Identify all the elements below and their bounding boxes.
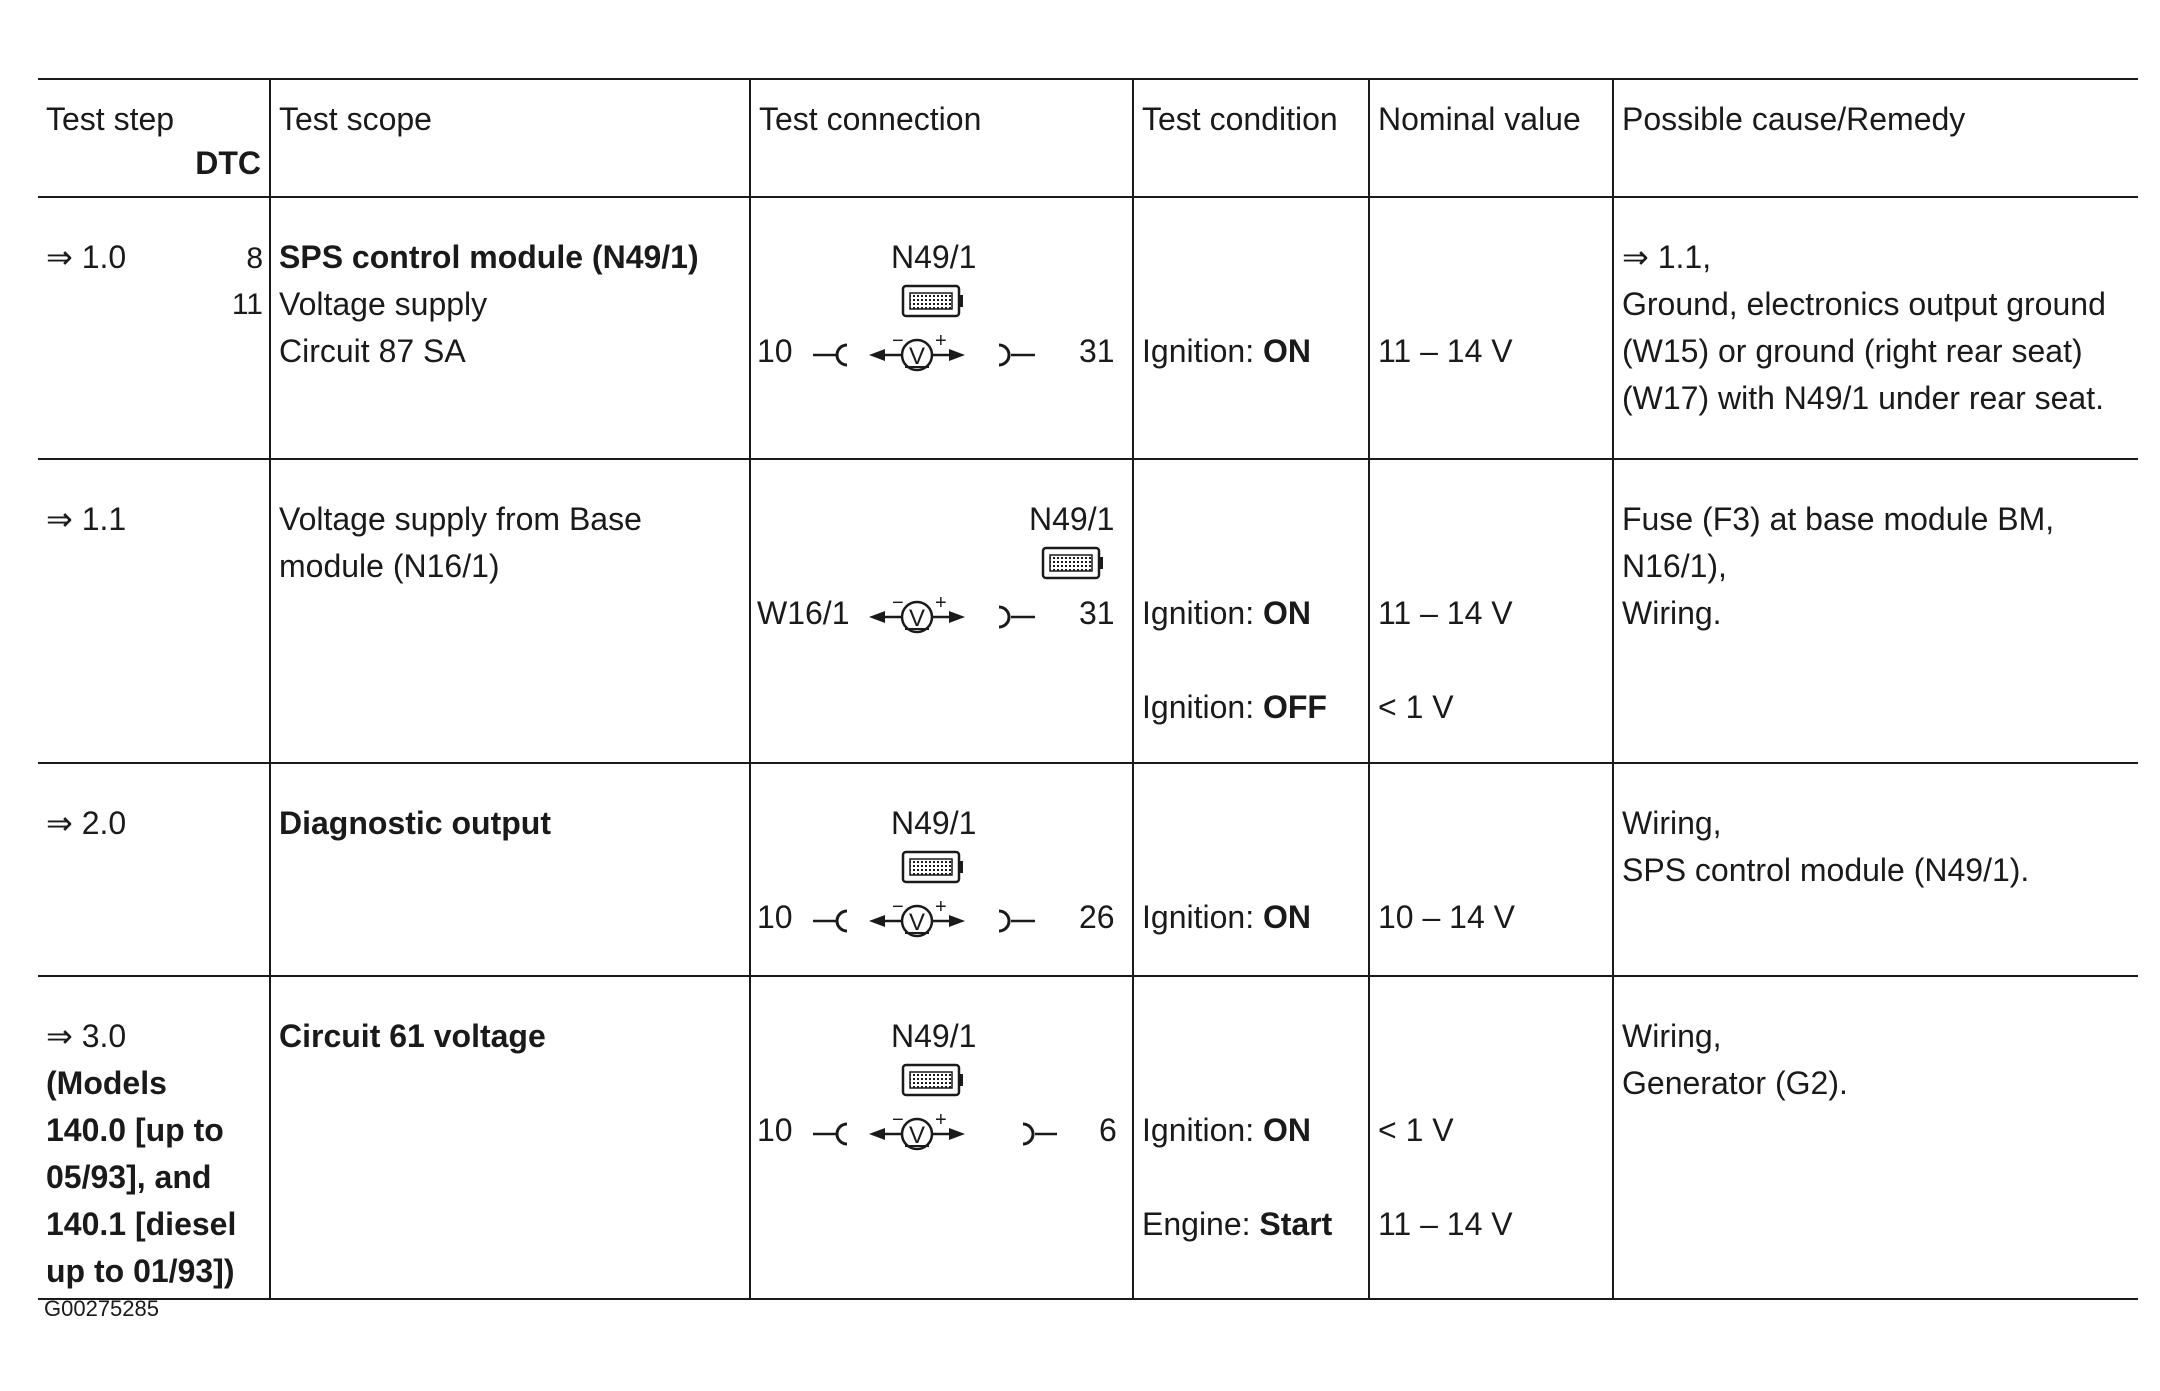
connector-icon [901, 1062, 965, 1100]
scope-cell [270, 459, 750, 763]
dtc-mark-top: 8 [246, 242, 263, 275]
header-row [38, 79, 2138, 197]
remedy-line: ⇒ 1.1, [1622, 239, 1712, 275]
nominal-value: < 1 V [1378, 1112, 1454, 1148]
diagnostic-test-table [38, 78, 2138, 1300]
table-row [38, 976, 2138, 1299]
table-row [38, 197, 2138, 459]
connector-icon [1041, 545, 1105, 583]
svg-text:+: + [935, 1112, 947, 1131]
pin-left-label: 10 [757, 1112, 793, 1148]
connector-id: N49/1 [891, 239, 977, 275]
step-note: 05/93], and [46, 1159, 212, 1195]
scope-title: SPS control module (N49/1) [279, 239, 699, 275]
condition-line [1142, 684, 1327, 731]
step-cell [38, 763, 270, 976]
condition-cell [1133, 976, 1369, 1299]
header-test-condition [1133, 79, 1369, 197]
step-number: ⇒ 1.0 [46, 239, 127, 275]
svg-text:−: − [892, 899, 904, 918]
nominal-cell [1369, 459, 1613, 763]
remedy-cell [1613, 976, 2138, 1299]
condition-cell [1133, 763, 1369, 976]
condition-cell [1133, 459, 1369, 763]
condition-label: Ignition: [1142, 899, 1263, 935]
svg-text:V: V [908, 1122, 926, 1149]
connector-icon [901, 283, 965, 321]
header-test-step [38, 79, 270, 197]
step-cell [38, 976, 270, 1299]
condition-line [1142, 894, 1311, 941]
nominal-value: 11 – 14 V [1378, 595, 1513, 631]
nominal-cell [1369, 763, 1613, 976]
pin-left-label: 10 [757, 899, 793, 935]
svg-text:+: + [935, 595, 947, 614]
step-note: 140.0 [up to [46, 1112, 224, 1148]
connector-icon [901, 849, 965, 887]
header-test-connection-label: Test connection [759, 101, 982, 137]
pin-left-label: W16/1 [757, 595, 850, 631]
connection-cell [750, 763, 1133, 976]
pin-right-label: 6 [1099, 1112, 1117, 1148]
scope-line: Voltage supply from Base [279, 501, 642, 537]
header-test-scope-label: Test scope [279, 101, 432, 137]
step-number: ⇒ 3.0 [46, 1018, 127, 1054]
pin-right-label: 31 [1079, 595, 1115, 631]
connection-diagram [751, 460, 1132, 762]
remedy-line: Wiring, [1622, 805, 1722, 841]
condition-label: Ignition: [1142, 689, 1263, 725]
pin-right-label: 31 [1079, 333, 1115, 369]
connection-cell [750, 197, 1133, 459]
step-cell [38, 459, 270, 763]
svg-text:V: V [908, 909, 926, 936]
header-possible-cause [1613, 79, 2138, 197]
header-possible-cause-label: Possible cause/Remedy [1622, 101, 1966, 137]
condition-label: Ignition: [1142, 595, 1263, 631]
svg-text:V: V [908, 343, 926, 370]
step-cell [38, 197, 270, 459]
step-note: 140.1 [diesel [46, 1206, 237, 1242]
nominal-value: 11 – 14 V [1378, 1206, 1513, 1242]
svg-text:−: − [892, 1112, 904, 1131]
dtc-code-marks [232, 236, 263, 328]
remedy-line: SPS control module (N49/1). [1622, 852, 2030, 888]
remedy-cell [1613, 459, 2138, 763]
condition-value: ON [1262, 899, 1311, 935]
svg-text:+: + [935, 333, 947, 352]
connection-cell [750, 459, 1133, 763]
step-note: (Models [46, 1065, 167, 1101]
svg-text:−: − [892, 595, 904, 614]
condition-value: OFF [1262, 689, 1327, 725]
condition-line [1142, 590, 1311, 637]
svg-text:V: V [908, 605, 926, 632]
condition-value: ON [1262, 1112, 1311, 1148]
pin-right-label: 26 [1079, 899, 1115, 935]
scope-line: Voltage supply [279, 286, 488, 322]
condition-line [1142, 328, 1311, 375]
condition-value: ON [1262, 333, 1311, 369]
condition-line [1142, 1201, 1332, 1248]
remedy-line: Wiring. [1622, 595, 1722, 631]
connection-diagram [751, 977, 1132, 1298]
header-test-condition-label: Test condition [1142, 101, 1338, 137]
remedy-line: Fuse (F3) at base module BM, [1622, 501, 2055, 537]
remedy-cell [1613, 763, 2138, 976]
nominal-cell [1369, 976, 1613, 1299]
nominal-value: 11 – 14 V [1378, 333, 1513, 369]
table-row [38, 763, 2138, 976]
step-number: ⇒ 2.0 [46, 805, 127, 841]
condition-value: Start [1259, 1206, 1333, 1242]
scope-cell [270, 976, 750, 1299]
connection-diagram [751, 764, 1132, 975]
header-nominal-value [1369, 79, 1613, 197]
pin-left-label: 10 [757, 333, 793, 369]
svg-text:+: + [935, 899, 947, 918]
scope-cell [270, 197, 750, 459]
remedy-line: N16/1), [1622, 548, 1727, 584]
header-test-scope [270, 79, 750, 197]
condition-label: Ignition: [1142, 333, 1263, 369]
remedy-line: Generator (G2). [1622, 1065, 1848, 1101]
scope-line: module (N16/1) [279, 548, 500, 584]
remedy-line: (W15) or ground (right rear seat) [1622, 333, 2083, 369]
connector-id: N49/1 [891, 805, 977, 841]
step-number: ⇒ 1.1 [46, 501, 127, 537]
header-nominal-value-label: Nominal value [1378, 101, 1581, 137]
header-dtc-label: DTC [195, 145, 261, 181]
header-test-step-label: Test step [46, 101, 175, 137]
remedy-line: Wiring, [1622, 1018, 1722, 1054]
voltmeter-icon [801, 1112, 1131, 1156]
header-test-connection [750, 79, 1133, 197]
connection-cell [750, 976, 1133, 1299]
figure-id: G00275285 [44, 1296, 159, 1321]
scope-title: Circuit 61 voltage [279, 1018, 546, 1054]
nominal-value: < 1 V [1378, 689, 1454, 725]
dtc-mark-bottom: 11 [231, 288, 263, 321]
connector-id: N49/1 [1029, 501, 1115, 537]
scope-line: Circuit 87 SA [279, 333, 466, 369]
connector-id: N49/1 [891, 1018, 977, 1054]
nominal-cell [1369, 197, 1613, 459]
remedy-line: (W17) with N49/1 under rear seat. [1622, 380, 2104, 416]
condition-value: ON [1262, 595, 1311, 631]
connection-diagram [751, 198, 1132, 458]
scope-cell [270, 763, 750, 976]
svg-text:−: − [892, 333, 904, 352]
condition-cell [1133, 197, 1369, 459]
remedy-line: Ground, electronics output ground [1622, 286, 2106, 322]
scope-title: Diagnostic output [279, 805, 551, 841]
condition-label: Engine: [1142, 1206, 1260, 1242]
condition-line [1142, 1107, 1311, 1154]
remedy-cell [1613, 197, 2138, 459]
condition-label: Ignition: [1142, 1112, 1263, 1148]
nominal-value: 10 – 14 V [1378, 899, 1515, 935]
step-note: up to 01/93]) [46, 1253, 235, 1289]
table-row [38, 459, 2138, 763]
